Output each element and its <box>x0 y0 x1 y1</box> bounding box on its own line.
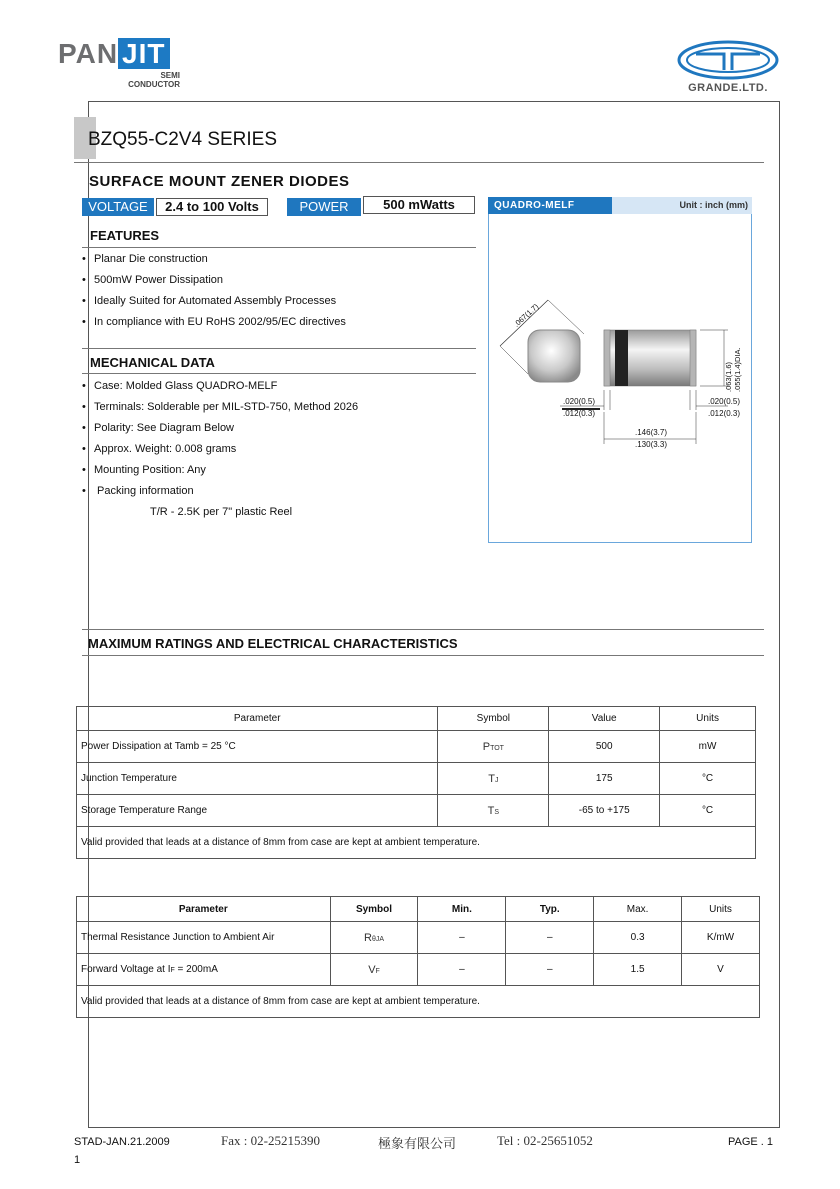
features-title: FEATURES <box>90 228 160 243</box>
symbol-cell <box>438 795 549 827</box>
footer-date: STAD-JAN.21.2009 <box>74 1136 170 1148</box>
package-name: QUADRO-MELF <box>488 197 612 214</box>
footer-fax: Fax : 02-25215390 <box>221 1133 320 1148</box>
symbol-main: R <box>364 931 372 944</box>
table-row <box>77 795 756 827</box>
table-note: Valid provided that leads at a distance of 8mm from case are kept at ambient temperature. <box>77 827 756 859</box>
mechanical-list <box>80 376 358 523</box>
unit-cell: K/mW <box>682 922 760 954</box>
unit-cell: mW <box>660 731 756 763</box>
table-header-row <box>77 897 760 922</box>
col-header: Value <box>549 707 660 731</box>
features-list <box>80 249 346 333</box>
series-title: BZQ55-C2V4 SERIES <box>88 129 278 150</box>
dim-height-a: .063(1.6) <box>724 361 733 392</box>
symbol-sub: TOT <box>490 744 504 752</box>
max-cell: 0.3 <box>594 922 682 954</box>
symbol-sub: J <box>494 776 499 784</box>
list-item: • Ideally Suited for Automated Assembly Processes <box>80 291 346 312</box>
logo-subtitle <box>124 71 180 89</box>
unit-cell: °C <box>660 763 756 795</box>
footer-page-num: 1 <box>74 1154 81 1166</box>
dim-length-b: .130(3.3) <box>635 440 668 449</box>
symbol-cell <box>330 922 418 954</box>
packing-detail: T/R - 2.5K per 7" plastic Reel <box>150 506 293 518</box>
list-item: • Planar Die construction <box>80 249 346 270</box>
typ-cell: – <box>506 954 594 986</box>
typ-cell: – <box>506 922 594 954</box>
list-item: • Case: Molded Glass QUADRO-MELF <box>80 376 358 397</box>
min-cell: – <box>418 922 506 954</box>
package-diagram-header <box>488 197 752 214</box>
col-header: Symbol <box>330 897 418 922</box>
divider <box>82 655 764 656</box>
list-item: • Mounting Position: Any <box>80 460 358 481</box>
value-cell: 175 <box>549 763 660 795</box>
unit-label: Unit : inch (mm) <box>679 200 748 210</box>
logo-pan: PAN <box>58 38 119 69</box>
max-cell: 1.5 <box>594 954 682 986</box>
footer-company: 極象有限公司 <box>378 1136 457 1151</box>
power-label: POWER <box>287 198 361 216</box>
col-header: Units <box>682 897 760 922</box>
cathode-band <box>615 330 628 386</box>
table-note-row <box>77 986 760 1018</box>
symbol-cell <box>438 763 549 795</box>
footer-page: PAGE . 1 <box>728 1136 774 1148</box>
logo-jit: JIT <box>118 38 169 69</box>
list-item: • Polarity: See Diagram Below <box>80 418 358 439</box>
min-cell: – <box>418 954 506 986</box>
ratings-table <box>76 706 756 859</box>
page-subtitle: SURFACE MOUNT ZENER DIODES <box>89 173 350 190</box>
table-row <box>77 763 756 795</box>
end-view-shape <box>528 330 580 382</box>
panjit-logo <box>58 38 180 89</box>
divider <box>82 348 476 349</box>
symbol-sub: S <box>494 808 500 816</box>
param-cell: Junction Temperature <box>77 763 438 795</box>
value-cell: -65 to +175 <box>549 795 660 827</box>
param-cell: Thermal Resistance Junction to Ambient Air <box>77 922 331 954</box>
footer-tel: Tel : 02-25651052 <box>497 1133 593 1148</box>
package-drawing <box>488 214 752 454</box>
col-header: Units <box>660 707 756 731</box>
symbol-cell <box>438 731 549 763</box>
list-item: • Terminals: Solderable per MIL-STD-750, Method 2026 <box>80 397 358 418</box>
voltage-value: 2.4 to 100 Volts <box>156 198 268 216</box>
unit-cell: °C <box>660 795 756 827</box>
param-subscript: F <box>170 967 175 974</box>
thermal-table <box>76 896 760 1018</box>
col-header: Parameter <box>77 707 438 731</box>
table-header-row <box>77 707 756 731</box>
dim-left-a: .020(0.5) <box>563 397 596 406</box>
divider <box>82 373 476 374</box>
divider <box>82 247 476 248</box>
symbol-main: P <box>482 740 491 753</box>
divider <box>82 629 764 630</box>
symbol-cell <box>330 954 418 986</box>
value-cell: 500 <box>549 731 660 763</box>
unit-cell: V <box>682 954 760 986</box>
voltage-label: VOLTAGE <box>82 198 154 216</box>
left-lead <box>604 330 610 386</box>
symbol-main: T <box>487 804 495 817</box>
dim-length-a: .146(3.7) <box>635 428 668 437</box>
right-lead <box>690 330 696 386</box>
list-item: • 500mW Power Dissipation <box>80 270 346 291</box>
param-text: Forward Voltage at I <box>81 964 171 975</box>
logo-sub-line2: CONDUCTOR <box>128 80 180 89</box>
symbol-sub: F <box>375 967 380 975</box>
col-header: Typ. <box>506 897 594 922</box>
grande-logo <box>676 40 780 94</box>
param-cell <box>77 954 331 986</box>
table-note-row <box>77 827 756 859</box>
symbol-sub: θJA <box>371 935 385 943</box>
col-header: Min. <box>418 897 506 922</box>
grande-name: GRANDE.LTD. <box>688 82 768 94</box>
dim-right-b: .012(0.3) <box>708 409 741 418</box>
table-row <box>77 954 760 986</box>
param-cell: Storage Temperature Range <box>77 795 438 827</box>
dim-height-b: .055(1.4)DIA. <box>733 347 742 392</box>
table-note: Valid provided that leads at a distance of 8mm from case are kept at ambient temperature. <box>77 986 760 1018</box>
col-header: Max. <box>594 897 682 922</box>
col-header: Symbol <box>438 707 549 731</box>
col-header: Parameter <box>77 897 331 922</box>
symbol-main: T <box>488 772 495 785</box>
grande-emblem-icon <box>676 40 780 80</box>
power-value: 500 mWatts <box>363 196 475 214</box>
param-text: = 200mA <box>174 964 218 975</box>
table-row <box>77 922 760 954</box>
param-cell: Power Dissipation at Tamb = 25 °C <box>77 731 438 763</box>
logo-sub-line1: SEMI <box>160 71 180 80</box>
mechanical-title: MECHANICAL DATA <box>90 355 215 370</box>
ratings-title: MAXIMUM RATINGS AND ELECTRICAL CHARACTERISTICS <box>88 636 458 651</box>
list-item: • Approx. Weight: 0.008 grams <box>80 439 358 460</box>
dim-right-a: .020(0.5) <box>708 397 741 406</box>
dim-diagonal: .067(1.7) <box>512 301 541 329</box>
table-row <box>77 731 756 763</box>
list-item: • In compliance with EU RoHS 2002/95/EC directives <box>80 312 346 333</box>
symbol-main: V <box>368 963 376 976</box>
divider <box>74 162 764 163</box>
list-item: • Packing information <box>80 481 358 502</box>
dim-left-b: .012(0.3) <box>563 409 596 418</box>
